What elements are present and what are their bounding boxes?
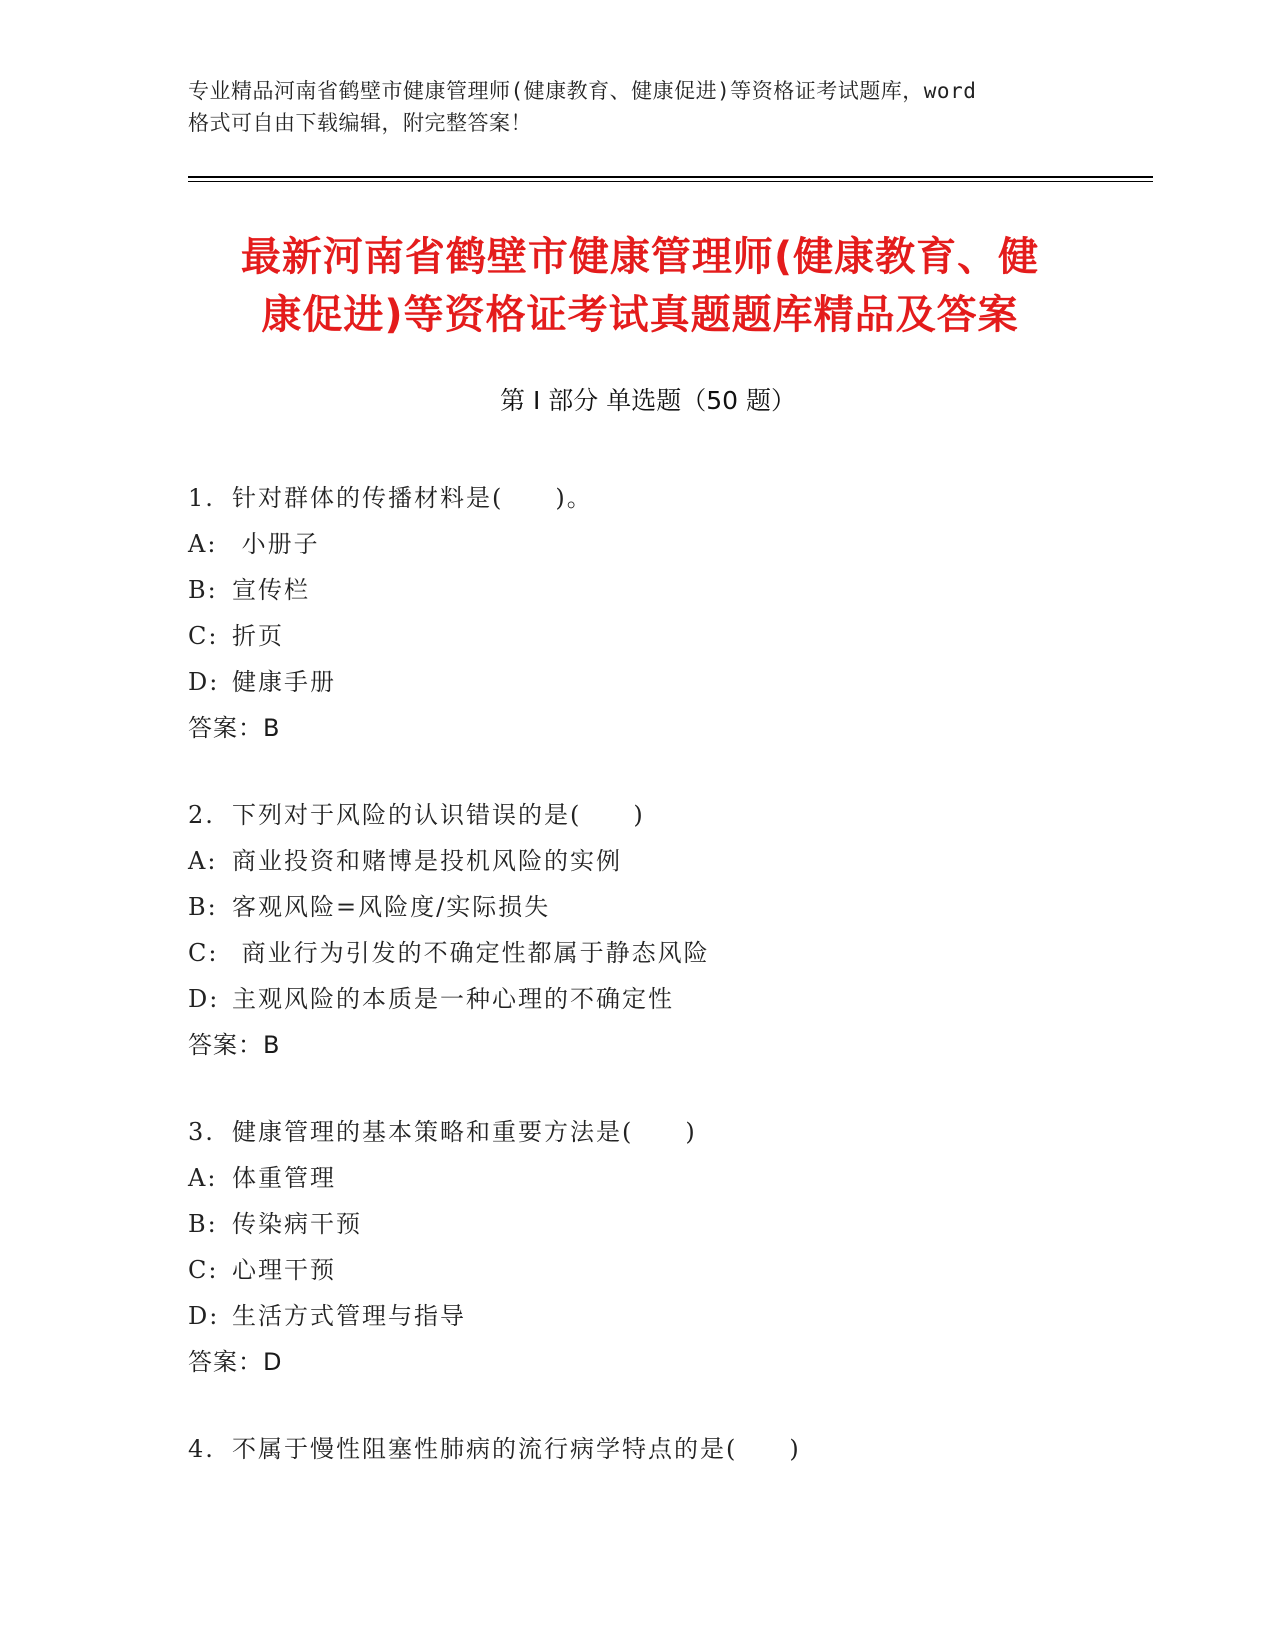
option-text: 体重管理 [232,1164,336,1192]
option-label: C: [188,1256,219,1284]
document-title-line-2: 康促进)等资格证考试真题题库精品及答案 [261,292,1019,338]
option-text: 小册子 [232,530,320,558]
option-text: 宣传栏 [232,576,310,604]
option-b [188,567,1148,613]
option-d [188,659,1148,705]
option-text: 传染病干预 [232,1210,362,1238]
option-label: A: [188,847,218,875]
option-text: 健康手册 [232,668,336,696]
question-text: 不属于慢性阻塞性肺病的流行病学特点的是( ) [232,1435,801,1463]
question-stem [188,792,1148,838]
option-label: D: [188,668,220,696]
header-divider-thick [188,176,1153,178]
question-3 [188,1109,1148,1385]
option-text: 商业投资和赌博是投机风险的实例 [232,847,622,875]
question-stem [188,1109,1148,1155]
option-label: D: [188,1302,220,1330]
question-number: 3. [188,1118,215,1146]
header-divider-thin [188,181,1153,182]
answer-line: 答案：B [188,1031,281,1059]
option-text: 主观风险的本质是一种心理的不确定性 [232,985,674,1013]
option-text: 心理干预 [232,1256,336,1284]
option-label: D: [188,985,220,1013]
option-a [188,1155,1148,1201]
question-text: 针对群体的传播材料是( )。 [232,484,593,512]
option-d [188,1293,1148,1339]
question-list [188,475,1148,1513]
question-number: 4. [188,1435,215,1463]
answer-line: 答案：B [188,714,281,742]
question-4 [188,1426,1148,1472]
option-label: A: [188,530,218,558]
option-a [188,521,1148,567]
option-label: B: [188,1210,218,1238]
option-label: C: [188,939,219,967]
document-title-line-1: 最新河南省鹤壁市健康管理师(健康教育、健 [240,234,1040,280]
question-text: 下列对于风险的认识错误的是( ) [232,801,645,829]
question-number: 1. [188,484,215,512]
option-label: B: [188,893,218,921]
option-d [188,976,1148,1022]
document-title [180,228,1100,344]
option-label: A: [188,1164,218,1192]
option-text: 生活方式管理与指导 [232,1302,466,1330]
question-1 [188,475,1148,751]
question-stem [188,475,1148,521]
option-c [188,613,1148,659]
header-note-line-1: 专业精品河南省鹤壁市健康管理师(健康教育、健康促进)等资格证考试题库，word [188,79,977,103]
option-b [188,1201,1148,1247]
option-b [188,884,1148,930]
option-a [188,838,1148,884]
option-text: 折页 [232,622,284,650]
header-note-line-2: 格式可自由下载编辑，附完整答案！ [188,111,532,135]
option-text: 商业行为引发的不确定性都属于静态风险 [232,939,710,967]
question-text: 健康管理的基本策略和重要方法是( ) [232,1118,697,1146]
option-c [188,930,1148,976]
question-2 [188,792,1148,1068]
option-text: 客观风险=风险度/实际损失 [232,893,551,921]
option-c [188,1247,1148,1293]
option-label: B: [188,576,218,604]
question-number: 2. [188,801,215,829]
option-label: C: [188,622,219,650]
question-stem [188,1426,1148,1472]
answer-line: 答案：D [188,1348,283,1376]
section-title: 第 I 部分 单选题（50 题） [500,386,796,415]
header-note [188,75,1088,139]
